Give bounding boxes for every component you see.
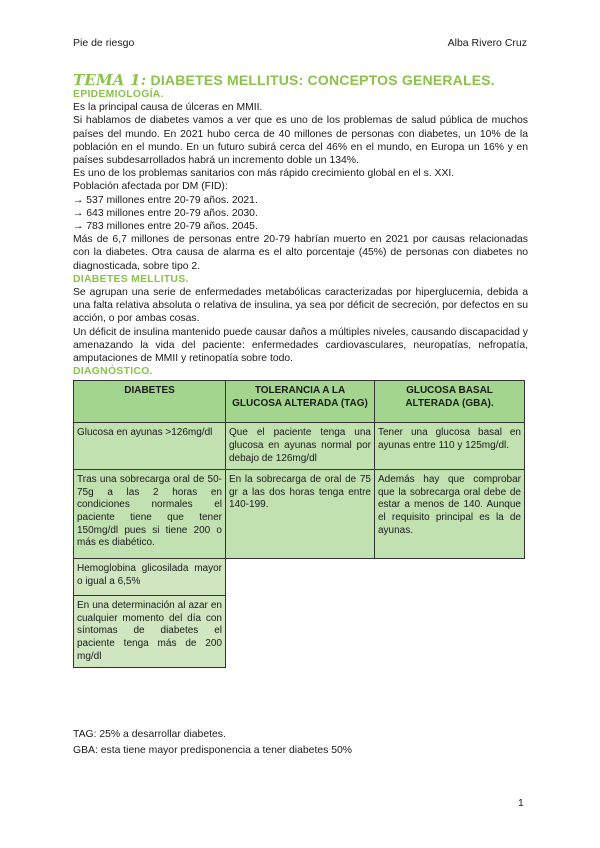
table-row xyxy=(74,423,525,470)
paragraph: Más de 6,7 millones de personas entre 20-79 habrían muerto en 2021 por causas relacionadas con la diabetes. Otra causa de alarma es el alto porcentaje (45%) de personas con diabetes no diagnosticada, sobre tipo 2. xyxy=(73,234,528,272)
list-item: → 643 millones entre 20-79 años. 2030. xyxy=(73,207,258,219)
column-header: TOLERANCIA A LA GLUCOSA ALTERADA (TAG) xyxy=(226,381,375,423)
paragraph: Es uno de los problemas sanitarios con más rápido crecimiento global en el s. XXI. xyxy=(73,168,455,180)
title-text: DIABETES MELLITUS: CONCEPTOS GENERALES. xyxy=(150,72,495,88)
table-cell: Además hay que comprobar que la sobrecarga oral debe de estar a menos de 140. Aunque el requisito principal es la de ayunas. xyxy=(375,470,525,559)
note-tag: TAG: 25% a desarrollar diabetes. xyxy=(73,729,226,740)
section-heading-diagnostico: DIAGNÓSTICO. xyxy=(73,366,153,378)
table-row xyxy=(74,470,525,559)
column-header: GLUCOSA BASAL ALTERADA (GBA). xyxy=(375,381,525,423)
table-row xyxy=(74,596,525,668)
table-cell: Hemoglobina glicosilada mayor o igual a 6,5% xyxy=(74,559,226,596)
page-number: 1 xyxy=(518,798,524,809)
page-header xyxy=(73,37,527,49)
section-heading-diabetes-mellitus: DIABETES MELLITUS. xyxy=(73,273,189,285)
table-cell: Tras una sobrecarga oral de 50-75g a las 2 horas en condiciones normales el paciente tiene que tener 150mg/dl pues si tiene 200 o más es diabético. xyxy=(74,470,226,559)
notes xyxy=(73,727,352,759)
table-header-row xyxy=(74,381,525,423)
document-body xyxy=(73,72,528,668)
table-cell: Glucosa en ayunas >126mg/dl xyxy=(74,423,226,470)
diagnosis-table xyxy=(73,380,525,668)
list-item: → 537 millones entre 20-79 años. 2021. xyxy=(73,194,258,206)
header-author: Alba Rivero Cruz xyxy=(447,37,527,49)
paragraph: Población afectada por DM (FID): xyxy=(73,181,228,193)
note-gba: GBA: esta tiene mayor predisponencia a tener diabetes 50% xyxy=(73,745,352,756)
column-header: DIABETES xyxy=(74,381,226,423)
paragraph: Si hablamos de diabetes vamos a ver que es uno de los problemas de salud pública de muchos países del mundo. En 2021 hubo cerca de 40 millones de personas con diabetes, un 10% de la población en el mundo. En un futuro subirá cerca del 46% en el mundo, en Europa un 16% y en países subdesarrollados habrá un incremento doble un 134%. xyxy=(73,115,528,167)
header-topic: Pie de riesgo xyxy=(73,37,135,49)
table-cell: En la sobrecarga de oral de 75 gr a las dos horas tenga entre 140-199. xyxy=(226,470,375,559)
tema-label: TEMA 1: xyxy=(73,71,147,89)
table-cell: En una determinación al azar en cualquier momento del día con síntomas de diabetes el paciente tenga más de 200 mg/dl xyxy=(74,596,226,668)
list-item: → 783 millones entre 20-79 años. 2045. xyxy=(73,221,258,233)
paragraph: Un déficit de insulina mantenido puede causar daños a múltiples niveles, causando discapacidad y amenazando la vida del paciente: enfermedades cardiovasculares, neuropatías, nefropatía, amputaciones de MMII y retinopatía sobre todo. xyxy=(73,326,528,365)
paragraph: Es la principal causa de úlceras en MMII. xyxy=(73,102,263,114)
table-cell: Que el paciente tenga una glucosa en ayunas normal por debajo de 126mg/dl xyxy=(226,423,375,470)
table-cell: Tener una glucosa basal en ayunas entre 110 y 125mg/dl. xyxy=(375,423,525,470)
section-heading-epidemiologia: EPIDEMIOLOGÍA. xyxy=(73,89,164,100)
table-row xyxy=(74,559,525,596)
paragraph: Se agrupan una serie de enfermedades metabólicas caracterizadas por hiperglucemia, debida a una falta relativa absoluta o relativa de insulina, ya sea por déficit de secreción, por defectos en su acción, o por ambas cosas. xyxy=(73,287,528,325)
page-title xyxy=(73,72,528,88)
